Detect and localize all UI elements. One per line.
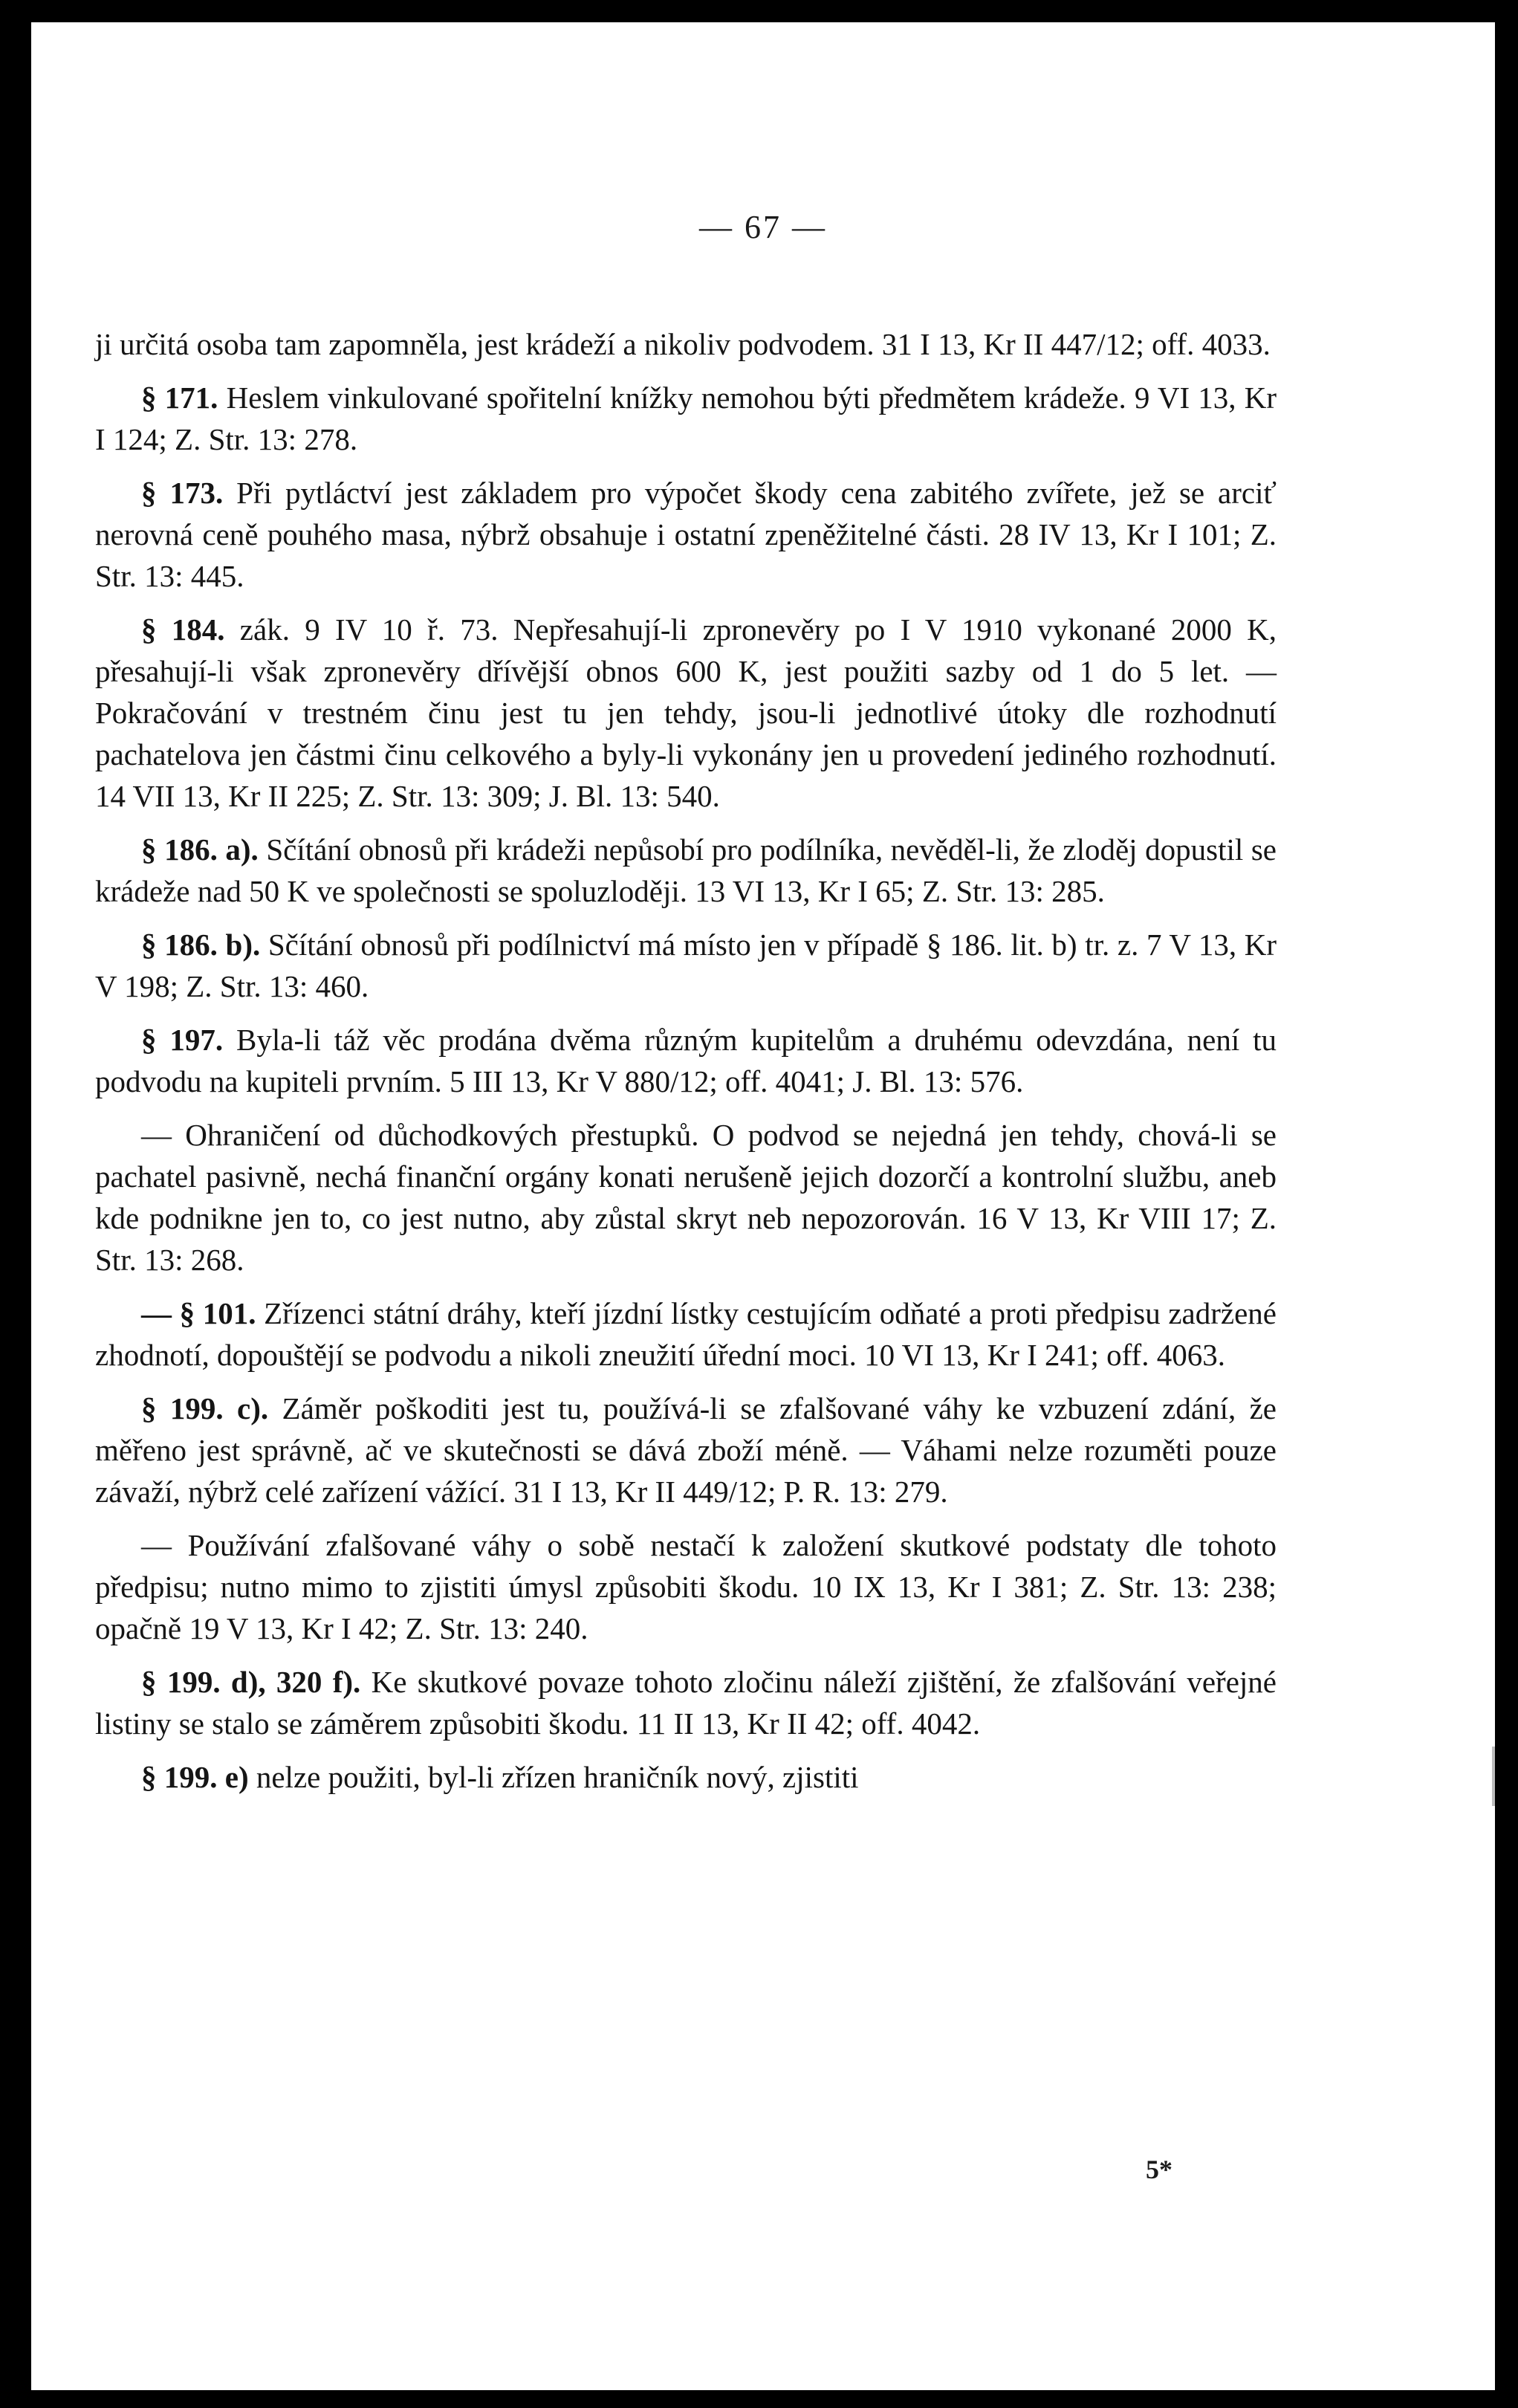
- paragraph-text: zák. 9 IV 10 ř. 73. Nepřesahují-li zpronevěry po I V 1910 vykonané 2000 K, přesahují-li však zpronevěry dřívější obnos 600 K, jest použiti sazby od 1 do 5 let. — Pokračování v trestném činu jest tu jen tehdy, jsou-li jednotlivé útoky dle rozhodnutí pachatelova jen částmi činu celkového a byly-li vykonány jen u provedení jediného rozhodnutí. 14 VII 13, Kr II 225; Z. Str. 13: 309; J. Bl. 13: 540.: [95, 612, 1277, 813]
- paragraph: [95, 472, 1277, 597]
- paragraph: [95, 609, 1277, 817]
- section-ref: § 186. b).: [141, 928, 261, 962]
- paragraph-text: Sčítání obnosů při podílnictví má místo jen v případě § 186. lit. b) tr. z. 7 V 13, Kr V 198; Z. Str. 13: 460.: [95, 928, 1277, 1003]
- section-ref: § 199. d), 320 f).: [141, 1665, 361, 1699]
- paragraph-text: — Používání zfalšované váhy o sobě nestačí k založení skutkové podstaty dle tohoto předpisu; nutno mimo to zjistiti úmysl způsobiti škodu. 10 IX 13, Kr I 381; Z. Str. 13: 238; opačně 19 V 13, Kr I 42; Z. Str. 13: 240.: [95, 1528, 1277, 1645]
- paragraph-text: Ke skutkové povaze tohoto zločinu náleží zjištění, že zfalšování veřejné listiny se stalo se záměrem způsobiti škodu. 11 II 13, Kr II 42; off. 4042.: [95, 1665, 1277, 1741]
- section-ref: § 186. a).: [141, 832, 259, 867]
- book-page: [31, 22, 1495, 2390]
- paragraph-text: ji určitá osoba tam zapomněla, jest krádeží a nikoliv podvodem. 31 I 13, Kr II 447/12; off. 4033.: [95, 327, 1271, 361]
- signature-mark: 5*: [1146, 2155, 1172, 2184]
- paragraph: [95, 924, 1277, 1007]
- paragraph: [95, 1661, 1277, 1744]
- section-ref: § 173.: [141, 476, 224, 510]
- section-ref: § 184.: [141, 612, 225, 647]
- paragraph-text: Heslem vinkulované spořitelní knížky nemohou býti předmětem krádeže. 9 VI 13, Kr I 124; Z. Str. 13: 278.: [95, 381, 1277, 456]
- paragraph: [95, 1292, 1277, 1376]
- section-ref: § 171.: [141, 381, 218, 415]
- section-ref: § 199. c).: [141, 1391, 269, 1425]
- section-ref: § 197.: [141, 1023, 224, 1057]
- paragraph: [95, 377, 1277, 460]
- paragraph-text: nelze použiti, byl-li zřízen hraničník nový, zjistiti: [248, 1760, 859, 1794]
- paragraph-text: Při pytláctví jest základem pro výpočet škody cena zabitého zvířete, jež se arciť nerovná ceně pouhého masa, nýbrž obsahuje i ostatní zpeněžitelné části. 28 IV 13, Kr I 101; Z. Str. 13: 445.: [95, 476, 1277, 593]
- page-edge-mark: [1492, 1747, 1495, 1806]
- paragraph: [95, 1524, 1277, 1649]
- paragraph-text: Záměr poškoditi jest tu, používá-li se zfalšované váhy ke vzbuzení zdání, že měřeno jest správně, ač ve skutečnosti se dává zboží méně. — Váhami nelze rozuměti pouze závaží, nýbrž celé zařízení vážící. 31 I 13, Kr II 449/12; P. R. 13: 279.: [95, 1391, 1277, 1509]
- paragraph: [95, 1114, 1277, 1281]
- page-text: [95, 323, 1277, 1810]
- paragraph: [95, 829, 1277, 912]
- section-ref: § 199. e): [141, 1760, 249, 1794]
- paragraph: [95, 323, 1277, 365]
- paragraph: [95, 1019, 1277, 1102]
- paragraph-text: Byla-li táž věc prodána dvěma různým kupitelům a druhému odevzdána, není tu podvodu na kupiteli prvním. 5 III 13, Kr V 880/12; off. 4041; J. Bl. 13: 576.: [95, 1023, 1277, 1098]
- page-number: — 67 —: [699, 209, 827, 245]
- section-ref: — § 101.: [141, 1296, 256, 1330]
- paragraph: [95, 1756, 1277, 1798]
- paragraph-text: Zřízenci státní dráhy, kteří jízdní lístky cestujícím odňaté a proti předpisu zadržené zhodnotí, dopouštějí se podvodu a nikoli zneužití úřední moci. 10 VI 13, Kr I 241; off. 4063.: [95, 1296, 1277, 1372]
- paragraph-text: Sčítání obnosů při krádeži nepůsobí pro podílníka, nevěděl-li, že zloděj dopustil se krádeže nad 50 K ve společnosti se spoluzloději. 13 VI 13, Kr I 65; Z. Str. 13: 285.: [95, 832, 1277, 908]
- paragraph: [95, 1388, 1277, 1512]
- paragraph-text: — Ohraničení od důchodkových přestupků. O podvod se nejedná jen tehdy, chová-li se pachatel pasivně, nechá finanční orgány konati nerušeně jejich dozorčí a kontrolní službu, aneb kde podnikne jen to, co jest nutno, aby zůstal skryt neb nepozorován. 16 V 13, Kr VIII 17; Z. Str. 13: 268.: [95, 1118, 1277, 1277]
